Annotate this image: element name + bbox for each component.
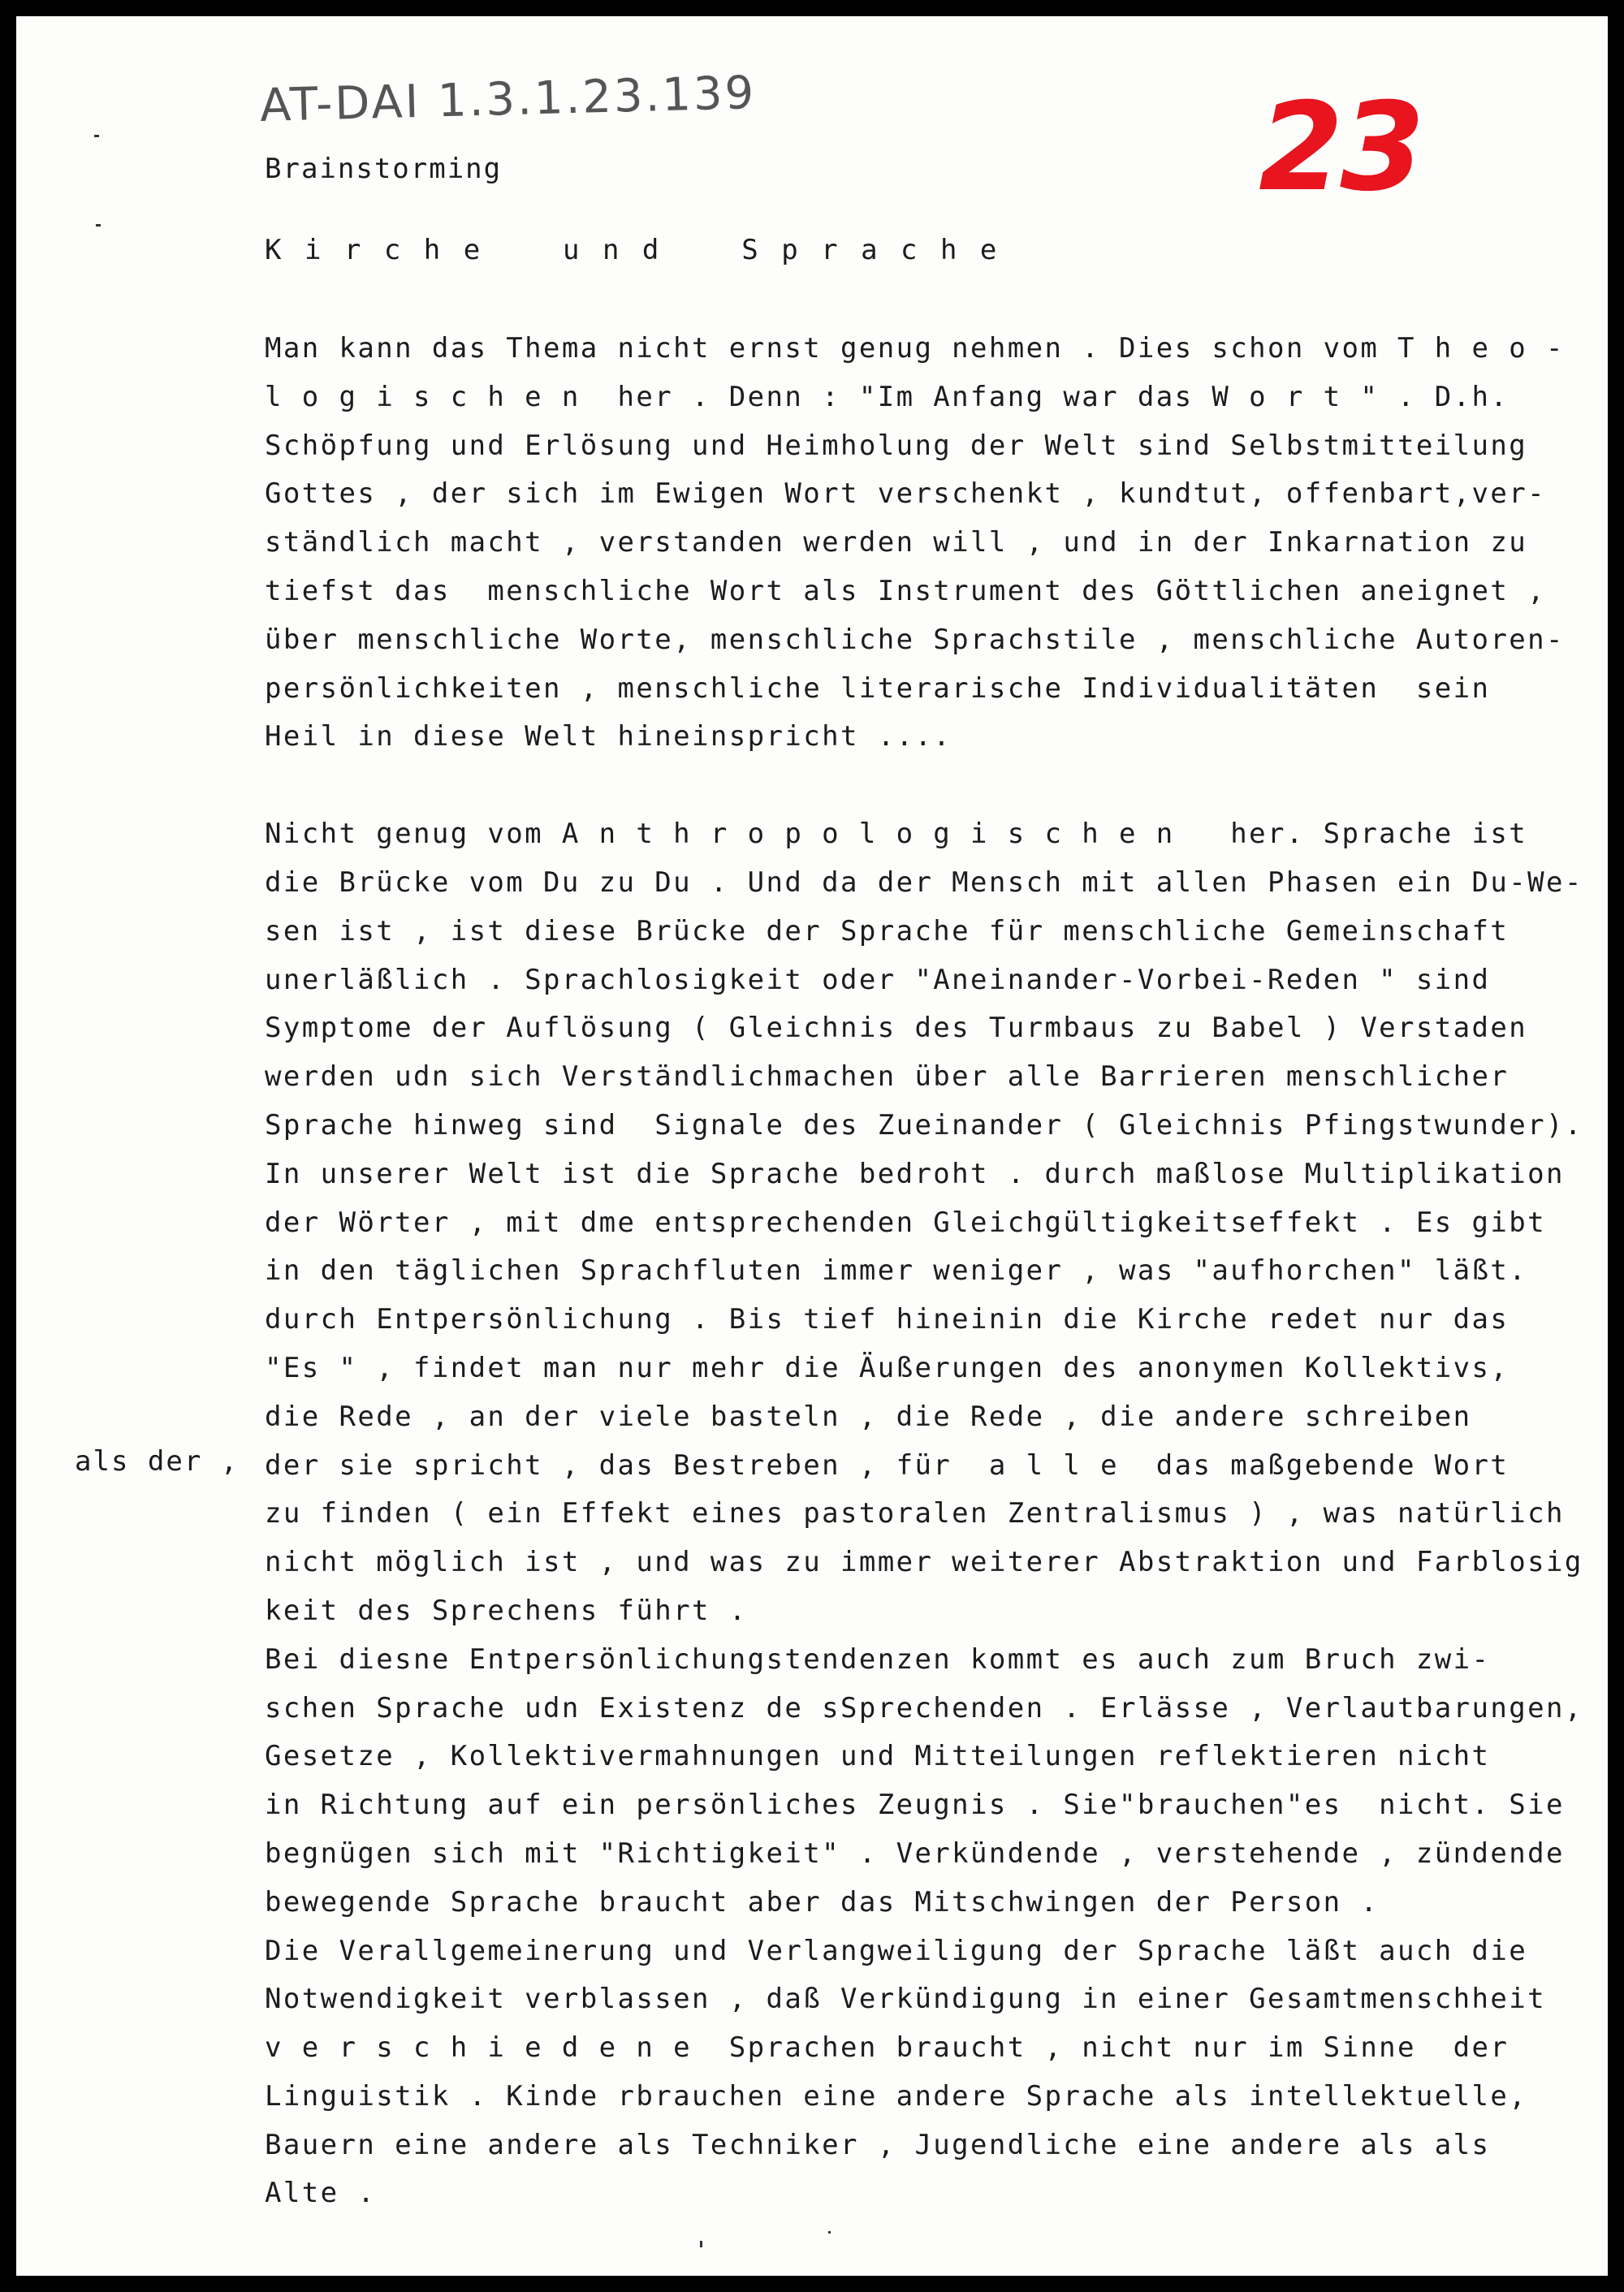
text-line: Sprache hinweg sind Signale des Zueinander ( Gleichnis Pfingstwunder). (265, 1108, 1583, 1142)
text-line: tiefst das menschliche Wort als Instrument des Göttlichen aneignet , (265, 574, 1547, 607)
margin-mark (94, 135, 99, 137)
text-line: in Richtung auf ein persönliches Zeugnis . Sie"brauchen"es nicht. Sie (265, 1789, 1565, 1822)
text-line: über menschliche Worte, menschliche Sprachstile , menschliche Autoren- (265, 623, 1565, 656)
text-line: Die Verallgemeinerung und Verlangweiligung der Sprache läßt auch die (265, 1934, 1528, 1967)
text-line: werden udn sich Verständlichmachen über alle Barrieren menschlicher (265, 1060, 1510, 1094)
text-line: "Es " , findet man nur mehr die Äußerungen des anonymen Kollektivs, (265, 1351, 1510, 1384)
text-line: die Brücke vom Du zu Du . Und da der Mensch mit allen Phasen ein Du-We- (265, 865, 1583, 899)
text-line: Gottes , der sich im Ewigen Wort verschenkt , kundtut, offenbart,ver- (265, 477, 1547, 511)
text-line: bewegende Sprache braucht aber das Mitschwingen der Person . (265, 1885, 1380, 1919)
text-line: die Rede , an der viele basteln , die Rede , die andere schreiben (265, 1400, 1472, 1433)
document-title: K i r c h e u n d S p r a c h e (265, 234, 1000, 266)
text-line: Nicht genug vom A n t h r o p o l o g i s c h e n her. Sprache ist (265, 818, 1528, 851)
text-line: der Wörter , mit dme entsprechenden Gleichgültigkeitseffekt . Es gibt (265, 1206, 1547, 1239)
text-line: v e r s c h i e d e n e Sprachen braucht , nicht nur im Sinne der (265, 2031, 1510, 2065)
scan-speck (828, 2231, 831, 2234)
text-line: Notwendigkeit verblassen , daß Verkündigung in einer Gesamtmenschheit (265, 1983, 1547, 2016)
text-line: Bauern eine andere als Techniker , Jugendliche eine andere als als (265, 2128, 1491, 2161)
text-line: schen Sprache udn Existenz de sSprechenden . Erlässe , Verlautbarungen, (265, 1691, 1583, 1724)
archive-signature: AT-DAI 1.3.1.23.139 (259, 67, 757, 132)
text-line: nicht möglich ist , und was zu immer weiterer Abstraktion und Farblosig (265, 1546, 1583, 1579)
paragraph-theology (265, 325, 1624, 762)
text-line: l o g i s c h e n her . Denn : "Im Anfang war das W o r t " . D.h. (265, 380, 1510, 413)
text-line: Bei diesne Entpersönlichungstendenzen kommt es auch zum Bruch zwi- (265, 1642, 1491, 1676)
text-line: keit des Sprechens führt . (265, 1594, 748, 1627)
document-heading: Brainstorming (265, 153, 503, 185)
text-line: ständlich macht , verstanden werden will , und in der Inkarnation zu (265, 526, 1528, 559)
text-line: zu finden ( ein Effekt eines pastoralen Zentralismus ) , was natürlich (265, 1497, 1565, 1530)
text-line: in den täglichen Sprachfluten immer weniger , was "aufhorchen" läßt. (265, 1254, 1528, 1288)
text-line: Linguistik . Kinde rbrauchen eine andere Sprache als intellektuelle, (265, 2079, 1528, 2113)
text-line: Gesetze , Kollektivermahnungen und Mitteilungen reflektieren nicht (265, 1740, 1491, 1773)
text-line: Man kann das Thema nicht ernst genug nehmen . Dies schon vom T h e o - (265, 332, 1565, 365)
text-line: In unserer Welt ist die Sprache bedroht . durch maßlose Multiplikation (265, 1157, 1565, 1190)
text-line: begnügen sich mit "Richtigkeit" . Verkündende , verstehende , zündende (265, 1837, 1565, 1870)
document-body (265, 325, 1624, 2218)
text-line: sen ist , ist diese Brücke der Sprache für menschliche Gemeinschaft (265, 914, 1510, 947)
text-line: durch Entpersönlichung . Bis tief hineinin die Kirche redet nur das (265, 1303, 1510, 1336)
paragraph-anthropology (265, 810, 1624, 2218)
page-number: 23 (1259, 77, 1422, 218)
text-line: persönlichkeiten , menschliche literarische Individualitäten sein (265, 671, 1491, 705)
text-line: Heil in diese Welt hineinspricht .... (265, 720, 952, 753)
paragraph-gap (265, 762, 1624, 810)
text-line: Alte . (265, 2177, 377, 2210)
text-line: unerläßlich . Sprachlosigkeit oder "Aneinander-Vorbei-Reden " sind (265, 963, 1491, 996)
text-line: Schöpfung und Erlösung und Heimholung der Welt sind Selbstmitteilung (265, 429, 1528, 462)
text-line: Symptome der Auflösung ( Gleichnis des Turmbaus zu Babel ) Verstaden (265, 1012, 1528, 1045)
text-line: der sie spricht , das Bestreben , für a l l e das maßgebende Wort (265, 1448, 1510, 1482)
scan-speck (700, 2241, 702, 2247)
margin-note: als der , (75, 1445, 240, 1478)
margin-mark (96, 224, 101, 227)
document-page (16, 16, 1608, 2276)
